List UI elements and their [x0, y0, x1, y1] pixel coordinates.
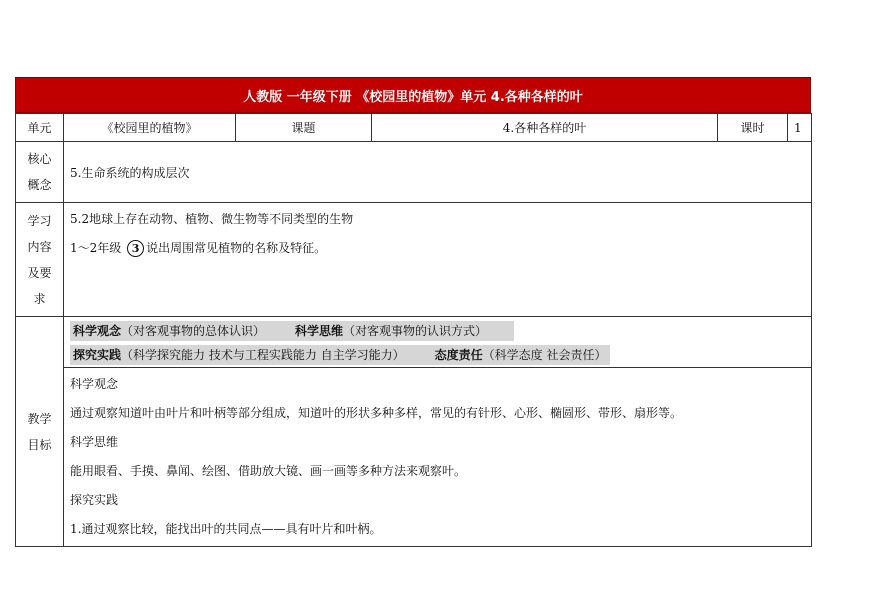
goals-content	[64, 317, 812, 547]
core-label-line: 核心	[27, 152, 52, 166]
objective-heading: 科学观念	[70, 377, 119, 391]
dimension-tag-line	[70, 321, 514, 341]
goals-label	[16, 317, 64, 547]
objective-text: 能用眼看、手摸、鼻闻、绘图、借助放大镜、画一画等多种方法来观察叶。	[70, 464, 467, 478]
header-row	[16, 114, 812, 142]
goals-label-line: 目标	[27, 437, 52, 452]
tag-thinking-title: 科学思维	[295, 324, 344, 338]
tag-attitude-title: 态度责任	[434, 348, 483, 362]
lesson-value: 4.各种各样的叶	[372, 114, 718, 142]
unit-value: 《校园里的植物》	[64, 114, 236, 142]
tag-attitude-desc: （科学态度 社会责任）	[482, 348, 607, 362]
learning-label-line: 求	[33, 291, 46, 306]
tag-concept-desc: （对客观事物的总体认识）	[121, 324, 266, 338]
circled-number: 3	[127, 240, 144, 257]
goal-objectives	[64, 367, 811, 546]
learning-label-line: 学习	[27, 213, 52, 228]
lesson-plan-table	[15, 113, 812, 547]
learning-label-line: 及要	[27, 265, 52, 280]
unit-label: 单元	[16, 114, 64, 142]
lesson-plan-document	[15, 77, 811, 547]
goal-dimension-tags	[64, 317, 811, 367]
lesson-label: 课题	[236, 114, 372, 142]
document-banner: 人教版 一年级下册 《校园里的植物》单元 4.各种各样的叶	[15, 77, 811, 113]
learning-label-line: 内容	[27, 239, 52, 254]
objective-text: 通过观察知道叶由叶片和叶柄等部分组成，知道叶的形状多种多样，常见的有针形、心形、椭圆形、带形、扇形等。	[70, 406, 683, 420]
period-value: 1	[788, 114, 812, 142]
core-concept-row	[16, 142, 812, 203]
learning-label	[16, 203, 64, 317]
objective-text: 1.通过观察比较，能找出叶的共同点——具有叶片和叶柄。	[70, 522, 382, 536]
objective-heading: 科学思维	[70, 435, 119, 449]
learning-requirement-text: 说出周围常见植物的名称及特征。	[146, 241, 327, 255]
grade-range: 1～2年级	[70, 241, 122, 255]
core-label-line: 概念	[27, 178, 52, 192]
tag-practice-desc: （科学探究能力 技术与工程实践能力 自主学习能力）	[121, 348, 405, 362]
period-label: 课时	[718, 114, 788, 142]
objective-heading: 探究实践	[70, 493, 119, 507]
tag-practice-title: 探究实践	[73, 348, 122, 362]
core-concept-text: 5.生命系统的构成层次	[64, 142, 812, 203]
learning-line	[70, 234, 805, 263]
tag-thinking-desc: （对客观事物的认识方式）	[343, 324, 488, 338]
goals-label-line: 教学	[27, 411, 52, 426]
dimension-tag-line	[70, 345, 610, 365]
learning-content	[64, 203, 812, 317]
learning-line: 5.2地球上存在动物、植物、微生物等不同类型的生物	[70, 212, 354, 226]
tag-concept-title: 科学观念	[73, 324, 122, 338]
learning-requirements-row	[16, 203, 812, 317]
core-concept-label	[16, 142, 64, 203]
teaching-goals-row	[16, 317, 812, 547]
